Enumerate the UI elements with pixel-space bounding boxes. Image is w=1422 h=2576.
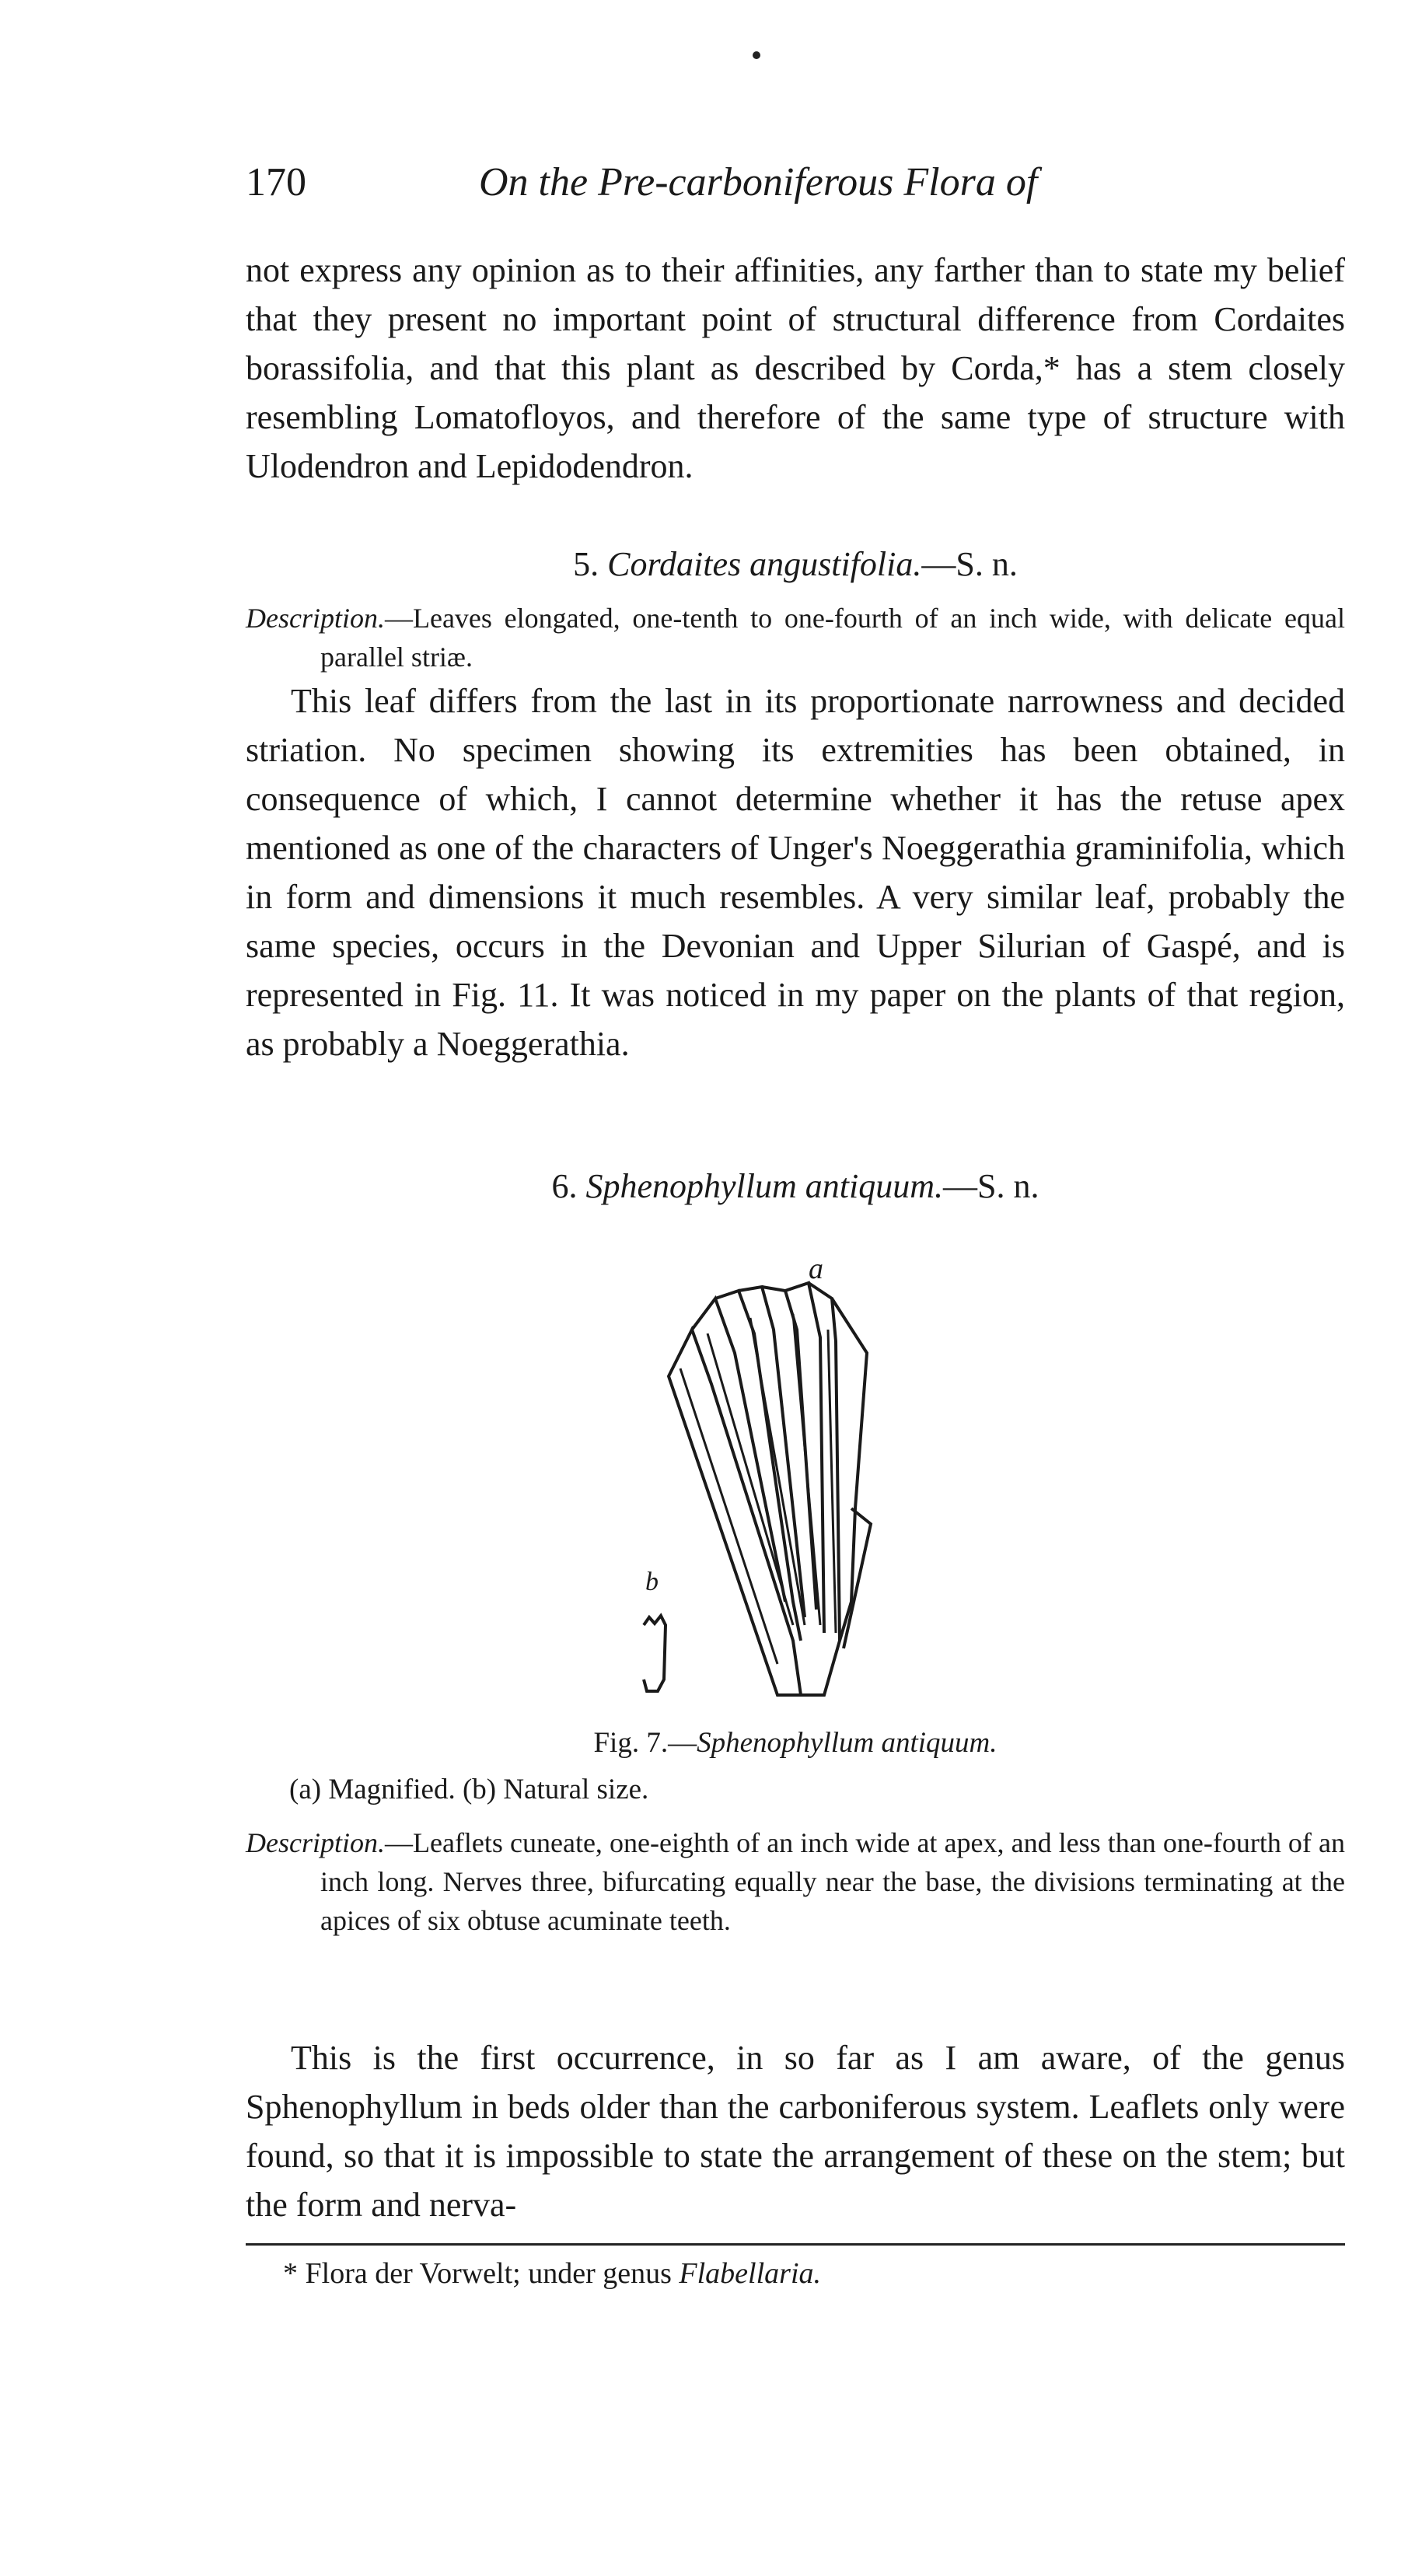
section-5-heading [246,544,1345,584]
footnote-text: Flora der Vorwelt; under genus [305,2257,680,2290]
running-title: On the Pre-carboniferous Flora of [479,160,1038,204]
printer-mark [753,51,760,59]
section-6-suffix: —S. n. [943,1167,1039,1205]
description-6-label: Description. [246,1827,385,1858]
leaflet-nerve-5 [828,1330,836,1633]
section-5-suffix: —S. n. [921,545,1018,583]
paragraph-1-text: not express any opinion as to their affinities, any farther than to state my belief that they present no important point of structural difference from Cordaites borassifolia, and that this plant as described by Corda,* has a stem closely resembling Lomatofloyos, and therefore of the same type of structure with Ulodendron and Lepidodendron. [246,251,1345,485]
paragraph-1 [246,246,1345,491]
section-6-number: 6. [551,1167,578,1205]
description-6 [246,1823,1345,1940]
section-6-name: Sphenophyllum antiquum. [585,1167,944,1205]
section-6-heading [246,1166,1345,1206]
section-5-number: 5. [573,545,599,583]
paragraph-2 [246,676,1345,1068]
description-5-text: —Leaves elongated, one-tenth to one-fourth of an inch wide, with delicate equal parallel striæ. [320,603,1345,673]
footnote-divider [246,2243,1345,2246]
figure-caption-prefix: Fig. 7.— [593,1727,697,1759]
description-6-text: —Leaflets cuneate, one-eighth of an inch wide at apex, and less than one-fourth of an inch long. Nerves three, bifurcating equally near the base, the divisions terminating at the apices of six obtuse acuminate teeth. [320,1827,1345,1936]
figure-label-a: a [809,1253,823,1285]
paragraph-2-text: This leaf differs from the last in its proportionate narrowness and decided striation. No specimen showing its extremities has been obtained, in consequence of which, I cannot determine whether it has the retuse apex mentioned as one of the characters of Unger's Noeggerathia graminifolia, which in form and dimensions it much resembles. A very similar leaf, probably the same species, occurs in the Devonian and Upper Silurian of Gaspé, and is represented in Fig. 11. It was noticed in my paper on the plants of that region, as probably a Noeggerathia. [246,682,1345,1063]
section-5-name: Cordaites angustifolia. [607,545,922,583]
footnote-genus: Flabellaria. [679,2257,822,2290]
page-number: 170 [246,160,306,204]
paragraph-3-text: This is the first occurrence, in so far as I am aware, of the genus Sphenophyllum in beds older than the carboniferous system. Leaflets only were found, so that it is impossible to state the arrangement of these on the stem; but the form and nerva- [246,2039,1345,2224]
description-5-label: Description. [246,603,385,634]
sphenophyllum-illustration [638,1275,1026,1711]
leaflet-edge-right [844,1508,871,1648]
footnote-marker: * [283,2257,298,2290]
figure-legend: (a) Magnified. (b) Natural size. [289,1774,649,1805]
paragraph-3 [246,2033,1345,2229]
leaflet-nerve-1 [680,1368,777,1664]
description-5 [246,599,1345,676]
page-header [246,159,1365,214]
figure-label-b: b [645,1568,659,1596]
figure-caption [246,1726,1345,1760]
footnote [283,2256,821,2291]
figure-caption-name: Sphenophyllum antiquum. [697,1727,997,1759]
small-leaflet-outline [644,1616,666,1691]
